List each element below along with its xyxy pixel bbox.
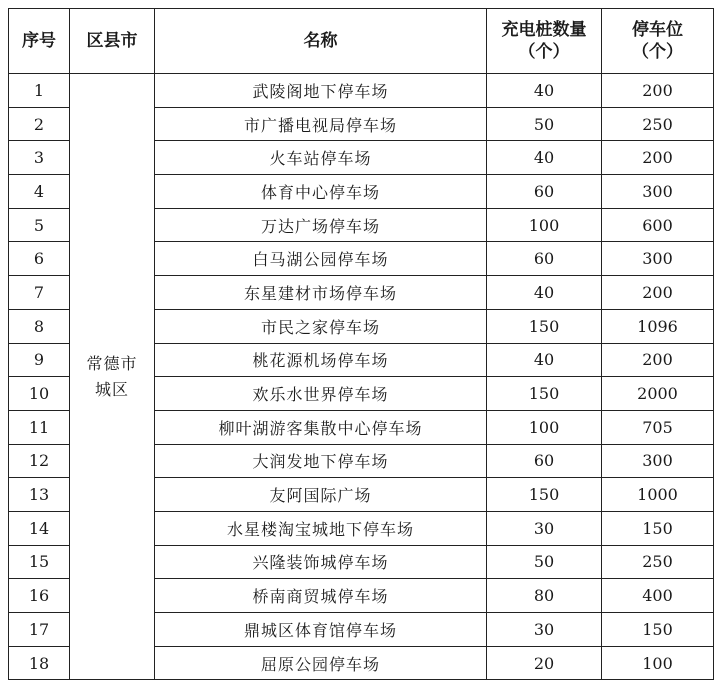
row-spaces: 1096 (602, 309, 714, 343)
header-spaces (602, 9, 714, 74)
row-spaces: 200 (602, 343, 714, 377)
row-seq: 5 (9, 208, 70, 242)
parking-charger-table (8, 8, 714, 680)
row-name: 屈原公园停车场 (155, 646, 487, 680)
row-spaces: 250 (602, 545, 714, 579)
row-spaces: 200 (602, 276, 714, 310)
row-name: 兴隆装饰城停车场 (155, 545, 487, 579)
row-spaces: 300 (602, 242, 714, 276)
row-chargers: 100 (487, 208, 602, 242)
header-spaces-line2: （个） (632, 42, 683, 62)
row-seq: 11 (9, 410, 70, 444)
header-spaces-line1: 停车位 (632, 20, 683, 40)
row-seq: 16 (9, 579, 70, 613)
row-seq: 3 (9, 141, 70, 175)
row-chargers: 150 (487, 478, 602, 512)
row-name: 武陵阁地下停车场 (155, 74, 487, 108)
row-seq: 7 (9, 276, 70, 310)
row-spaces: 300 (602, 444, 714, 478)
row-spaces: 705 (602, 410, 714, 444)
row-name: 万达广场停车场 (155, 208, 487, 242)
row-seq: 13 (9, 478, 70, 512)
table-header (9, 9, 714, 74)
table-body (9, 74, 714, 680)
row-chargers: 100 (487, 410, 602, 444)
row-name: 鼎城区体育馆停车场 (155, 613, 487, 647)
row-name: 桃花源机场停车场 (155, 343, 487, 377)
row-spaces: 150 (602, 613, 714, 647)
row-spaces: 250 (602, 107, 714, 141)
row-seq: 4 (9, 175, 70, 209)
table-row (9, 74, 714, 108)
top-margin (0, 0, 720, 8)
row-name: 市民之家停车场 (155, 309, 487, 343)
row-name: 火车站停车场 (155, 141, 487, 175)
row-spaces: 150 (602, 511, 714, 545)
row-chargers: 150 (487, 309, 602, 343)
header-chargers-line1: 充电桩数量 (501, 20, 587, 40)
row-spaces: 400 (602, 579, 714, 613)
row-name: 柳叶湖游客集散中心停车场 (155, 410, 487, 444)
row-chargers: 20 (487, 646, 602, 680)
row-name: 市广播电视局停车场 (155, 107, 487, 141)
row-chargers: 50 (487, 545, 602, 579)
row-seq: 6 (9, 242, 70, 276)
row-name: 水星楼淘宝城地下停车场 (155, 511, 487, 545)
district-line2: 城区 (94, 379, 129, 399)
row-name: 欢乐水世界停车场 (155, 377, 487, 411)
row-chargers: 40 (487, 141, 602, 175)
row-seq: 18 (9, 646, 70, 680)
row-name: 东星建材市场停车场 (155, 276, 487, 310)
row-chargers: 60 (487, 242, 602, 276)
district-line1: 常德市 (86, 353, 138, 373)
row-chargers: 150 (487, 377, 602, 411)
row-spaces: 100 (602, 646, 714, 680)
header-row (9, 9, 714, 74)
row-spaces: 200 (602, 74, 714, 108)
row-name: 桥南商贸城停车场 (155, 579, 487, 613)
row-seq: 1 (9, 74, 70, 108)
header-chargers (487, 9, 602, 74)
row-chargers: 30 (487, 613, 602, 647)
header-name: 名称 (155, 9, 487, 74)
row-seq: 15 (9, 545, 70, 579)
row-chargers: 40 (487, 74, 602, 108)
row-spaces: 600 (602, 208, 714, 242)
row-chargers: 60 (487, 444, 602, 478)
row-spaces: 200 (602, 141, 714, 175)
district-cell (70, 74, 155, 680)
row-chargers: 40 (487, 276, 602, 310)
row-name: 友阿国际广场 (155, 478, 487, 512)
row-chargers: 50 (487, 107, 602, 141)
row-name: 大润发地下停车场 (155, 444, 487, 478)
row-seq: 9 (9, 343, 70, 377)
row-name: 体育中心停车场 (155, 175, 487, 209)
row-seq: 17 (9, 613, 70, 647)
row-seq: 8 (9, 309, 70, 343)
row-chargers: 30 (487, 511, 602, 545)
row-seq: 2 (9, 107, 70, 141)
row-chargers: 80 (487, 579, 602, 613)
row-seq: 10 (9, 377, 70, 411)
header-district: 区县市 (70, 9, 155, 74)
header-chargers-line2: （个） (518, 42, 570, 62)
row-spaces: 2000 (602, 377, 714, 411)
header-seq: 序号 (9, 9, 70, 74)
row-chargers: 40 (487, 343, 602, 377)
row-seq: 12 (9, 444, 70, 478)
row-spaces: 1000 (602, 478, 714, 512)
row-seq: 14 (9, 511, 70, 545)
row-spaces: 300 (602, 175, 714, 209)
row-name: 白马湖公园停车场 (155, 242, 487, 276)
row-chargers: 60 (487, 175, 602, 209)
